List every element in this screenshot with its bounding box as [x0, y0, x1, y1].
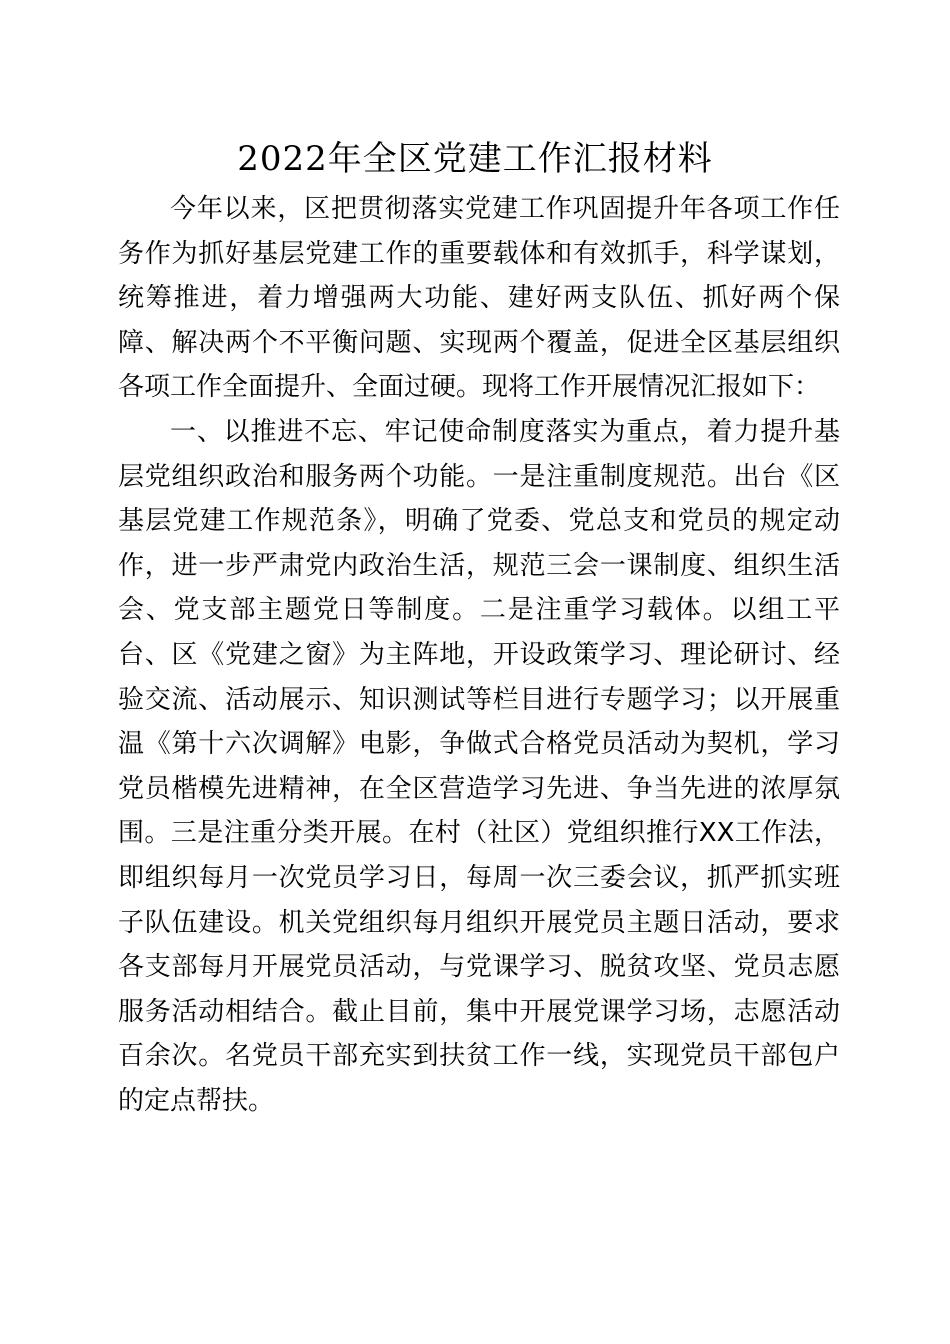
document-body [118, 187, 840, 1123]
paragraph-intro: 今年以来，区把贯彻落实党建工作巩固提升年各项工作任务作为抓好基层党建工作的重要载体和有效抓手，科学谋划，统筹推进，着力增强两大功能、建好两支队伍、抓好两个保障、解决两个不平衡问题、实现两个覆盖，促进全区基层组织各项工作全面提升、全面过硬。现将工作开展情况汇报如下： [118, 194, 840, 403]
paragraph-section-one: 一、以推进不忘、牢记使命制度落实为重点，着力提升基层党组织政治和服务两个功能。一是注重制度规范。出台《区基层党建工作规范条》，明确了党委、党总支和党员的规定动作，进一步严肃党内政治生活，规范三会一课制度、组织生活会、党支部主题党日等制度。二是注重学习载体。以组工平台、区《党建之窗》为主阵地，开设政策学习、理论研讨、经验交流、活动展示、知识测试等栏目进行专题学习；以开展重温《第十六次调解》电影，争做式合格党员活动为契机，学习党员楷模先进精神，在全区营造学习先进、争当先进的浓厚氛围。三是注重分类开展。在村（社区）党组织推行XX工作法，即组织每月一次党员学习日，每周一次三委会议，抓严抓实班子队伍建设。机关党组织每月组织开展党员主题日活动，要求各支部每月开展党员活动，与党课学习、脱贫攻坚、党员志愿服务活动相结合。截止目前，集中开展党课学习场，志愿活动百余次。名党员干部充实到扶贫工作一线，实现党员干部包户的定点帮扶。 [118, 416, 840, 1116]
document-title: 2022年全区党建工作汇报材料 [237, 139, 713, 179]
